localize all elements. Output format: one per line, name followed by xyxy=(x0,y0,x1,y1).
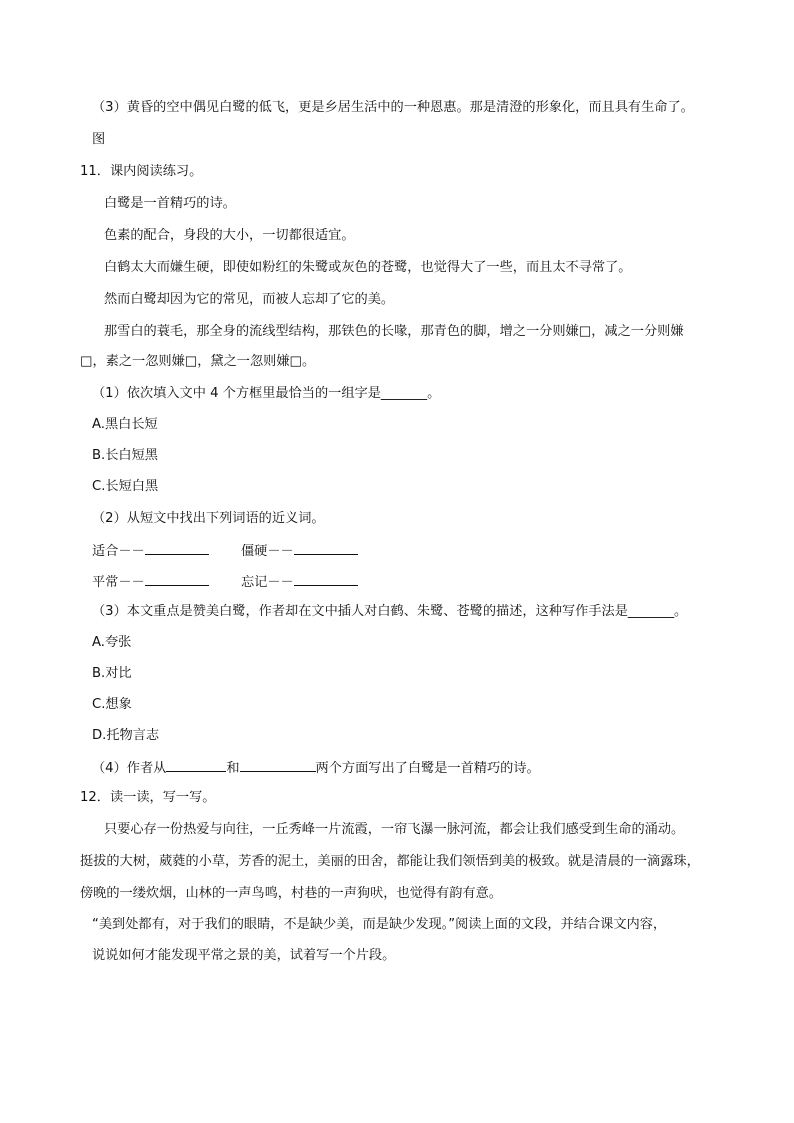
passage-line: 白鹭是一首精巧的诗。 xyxy=(104,196,236,211)
passage-line: 那雪白的蓑毛，那全身的流线型结构，那铁色的长喙，那青色的脚，增之一分则嫌□，减之一分则嫌 xyxy=(104,324,684,339)
passage-line: □，素之一忽则嫌□，黛之一忽则嫌□。 xyxy=(80,354,316,369)
option-b[interactable]: B.对比 xyxy=(92,666,132,681)
option-c[interactable]: C.想象 xyxy=(92,697,132,712)
question-12-title: 12．读一读，写一写。 xyxy=(80,790,216,805)
synonym-word: 适合－－ xyxy=(92,544,145,559)
passage-line: 然而白鹭却因为它的常见，而被人忘却了它的美。 xyxy=(104,292,395,307)
option-a[interactable]: A.黑白长短 xyxy=(92,417,158,432)
passage-line: 白鹤太大而嫌生硬，即使如粉红的朱鹭或灰色的苍鹭，也觉得大了一些，而且太不寻常了。 xyxy=(104,260,632,275)
q11-sub3-stem: （3）本文重点是赞美白鹭，作者却在文中插人对白鹤、朱鹭、苍鹭的描述，这种写作手法是_______。 xyxy=(92,604,688,619)
answer-blank[interactable] xyxy=(145,571,209,586)
answer-blank[interactable] xyxy=(294,540,358,555)
synonym-word: 忘记－－ xyxy=(240,575,294,590)
question-11-title: 11．课内阅读练习。 xyxy=(80,164,203,179)
answer-blank[interactable] xyxy=(240,757,316,772)
option-d[interactable]: D.托物言志 xyxy=(92,728,160,743)
synonym-row xyxy=(92,571,358,593)
synonym-word: 平常－－ xyxy=(92,575,145,590)
q11-sub4 xyxy=(92,757,540,779)
figure-label: 图 xyxy=(92,132,106,147)
q4-suffix: 两个方面写出了白鹭是一首精巧的诗。 xyxy=(315,761,540,776)
answer-blank[interactable] xyxy=(166,757,226,772)
synonym-word: 僵硬－－ xyxy=(240,544,294,559)
option-a[interactable]: A.夸张 xyxy=(92,635,132,650)
answer-blank[interactable] xyxy=(294,571,358,586)
passage-line: 傍晚的一缕炊烟，山林的一声鸟鸣，村巷的一声狗吠，也觉得有韵有意。 xyxy=(80,886,502,901)
passage-line: “美到处都有，对于我们的眼睛，不是缺少美，而是缺少发现。”阅读上面的文段，并结合课文内容， xyxy=(92,917,667,932)
passage-line: 色素的配合，身段的大小，一切都很适宜。 xyxy=(104,228,355,243)
passage-line: 挺拔的大树，葳蕤的小草，芳香的泥土，美丽的田舍，都能让我们领悟到美的极致。就是清晨的一滴露珠， xyxy=(80,854,700,869)
q11-sub2-stem: （2）从短文中找出下列词语的近义词。 xyxy=(92,511,325,526)
passage-line: 说说如何才能发现平常之景的美，试着写一个片段。 xyxy=(92,948,396,963)
answer-blank[interactable] xyxy=(145,540,209,555)
q10-item3: （3）黄昏的空中偶见白鹭的低飞，更是乡居生活中的一种恩惠。那是清澄的形象化，而且具有生命了。 xyxy=(92,100,694,115)
q11-sub1-stem: （1）依次填入文中 4 个方框里最恰当的一组字是_______。 xyxy=(92,386,441,401)
q4-middle: 和 xyxy=(226,761,240,776)
q4-prefix: （4）作者从 xyxy=(92,761,167,776)
option-c[interactable]: C.长短白黑 xyxy=(92,479,159,494)
passage-line: 只要心存一份热爱与向往，一丘秀峰一片流霞，一帘飞瀑一脉河流，都会让我们感受到生命的涌动。 xyxy=(104,822,685,837)
option-b[interactable]: B.长白短黑 xyxy=(92,448,158,463)
synonym-row xyxy=(92,540,358,562)
